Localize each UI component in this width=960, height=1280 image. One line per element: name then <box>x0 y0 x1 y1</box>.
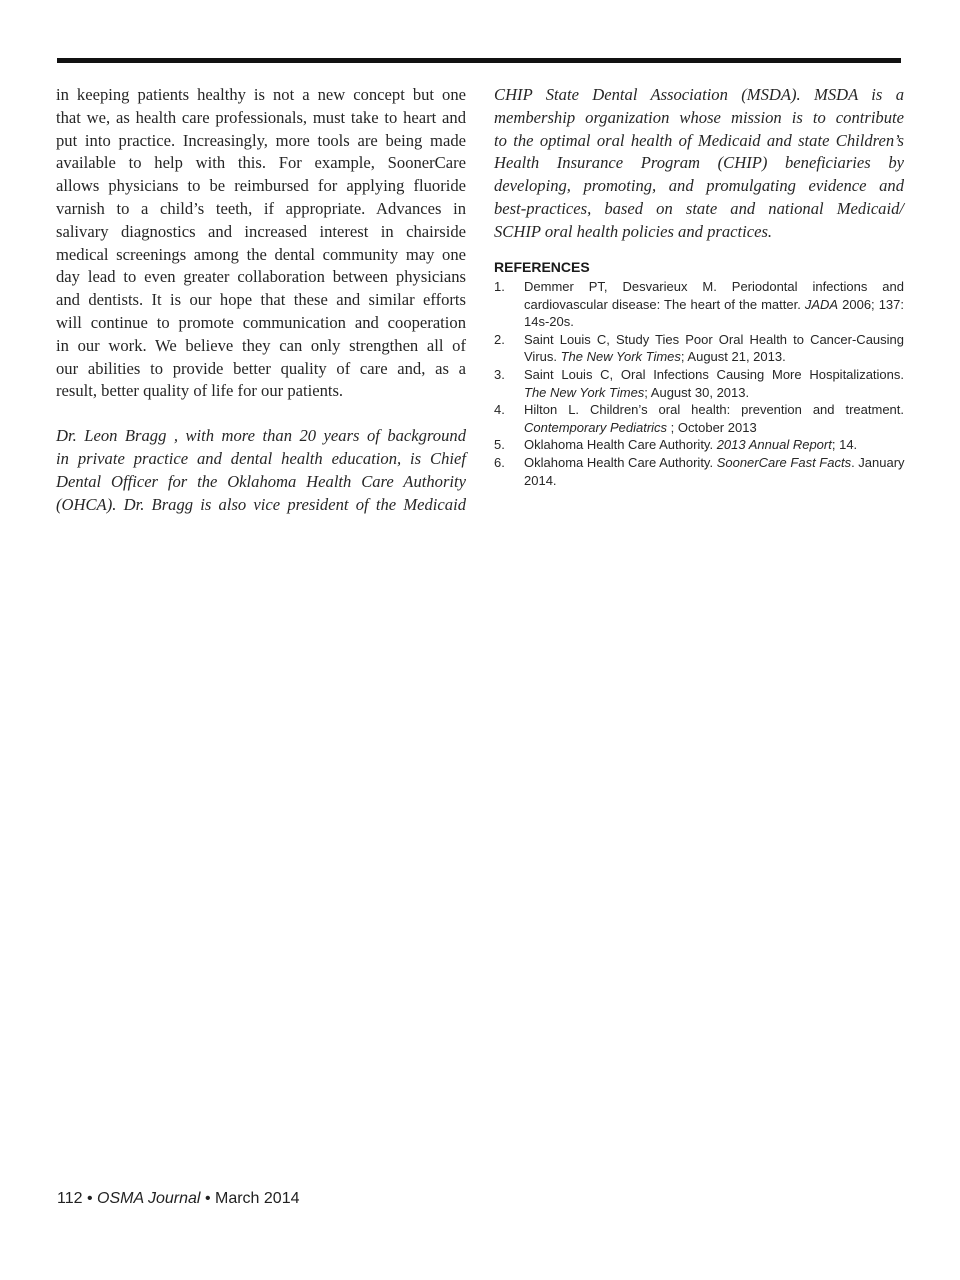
references-heading: REFERENCES <box>494 259 590 275</box>
text-line: that we, as health care professionals, must take to heart and <box>56 107 466 127</box>
bio-line: (OHCA). Dr. Bragg is also vice president of the Medicaid <box>56 494 466 514</box>
reference-line <box>524 296 904 314</box>
reference-text: 2006; 137: <box>838 296 904 312</box>
bio-line: in private practice and dental health education, is Chief <box>56 448 466 468</box>
page-footer <box>57 1190 300 1208</box>
reference-item <box>494 454 904 489</box>
reference-line: 14s-20s. <box>524 314 574 330</box>
right-column <box>494 84 904 504</box>
reference-line <box>524 348 904 366</box>
bio-line: to the optimal oral health of Medicaid and state Children’s <box>494 130 904 150</box>
reference-line: Saint Louis C, Study Ties Poor Oral Health to Cancer-Causing <box>524 331 904 347</box>
reference-line: Saint Louis C, Oral Infections Causing More Hospitalizations. <box>524 366 904 382</box>
text-line: our abilities to provide better quality of care and, as a <box>56 358 466 378</box>
issue-date: March 2014 <box>215 1190 300 1207</box>
text-line: allows physicians to be reimbursed for applying fluoride <box>56 176 466 196</box>
reference-line <box>524 384 904 402</box>
reference-number: 6. <box>494 454 505 470</box>
reference-line <box>524 454 904 472</box>
reference-item <box>494 401 904 436</box>
reference-line <box>524 436 904 454</box>
bio-line: developing, promoting, and promulgating evidence and <box>494 176 904 196</box>
bio-line: Dental Officer for the Oklahoma Health Care Authority <box>56 471 466 491</box>
reference-text: ; August 21, 2013. <box>680 349 786 365</box>
text-line: result, better quality of life for our patients. <box>56 381 344 401</box>
reference-number: 3. <box>494 366 505 382</box>
bio-line: SCHIP oral health policies and practices. <box>494 221 773 241</box>
reference-number: 1. <box>494 279 505 294</box>
text-line: salivary diagnostics and increased interest in chairside <box>56 221 466 241</box>
reference-text: Oklahoma Health Care Authority. <box>524 437 717 453</box>
journal-name: OSMA Journal <box>97 1190 201 1207</box>
reference-journal: The New York Times <box>560 349 681 365</box>
reference-item <box>494 331 904 366</box>
reference-number: 4. <box>494 402 505 418</box>
page-number: 112 <box>57 1190 83 1207</box>
text-line: will continue to promote communication and cooperation <box>56 312 466 332</box>
reference-text: Oklahoma Health Care Authority. <box>524 454 717 470</box>
text-line: in our work. We believe they can only strengthen all of <box>56 335 466 355</box>
text-line: available to help with this. For example, SoonerCare <box>56 153 466 173</box>
reference-text: cardiovascular disease: The heart of the matter. <box>524 296 805 312</box>
reference-text: ; August 30, 2013. <box>644 384 750 400</box>
reference-journal: SoonerCare Fast Facts <box>716 454 852 470</box>
bio-line: Dr. Leon Bragg , with more than 20 years of background <box>56 426 466 446</box>
top-rule <box>57 58 901 63</box>
text-line: in keeping patients healthy is not a new concept but one <box>56 85 466 104</box>
reference-item <box>494 366 904 401</box>
text-line: medical screenings among the dental community may one <box>56 244 466 264</box>
text-line: put into practice. Increasingly, more tools are being made <box>56 130 466 150</box>
reference-text: . January <box>851 454 905 470</box>
bio-line: Health Insurance Program (CHIP) beneficiaries by <box>494 153 904 173</box>
bio-line: membership organization whose mission is to contribute <box>494 107 904 127</box>
text-line: day lead to even greater collaboration between physicians <box>56 267 466 287</box>
reference-item <box>494 436 904 454</box>
author-bio-continued <box>494 84 904 244</box>
reference-journal: 2013 Annual Report <box>716 437 832 453</box>
bio-line: best-practices, based on state and national Medicaid/ <box>494 198 904 218</box>
reference-journal: JADA <box>804 296 839 312</box>
reference-line: 2014. <box>524 472 557 488</box>
text-line: varnish to a child’s teeth, if appropriate. Advances in <box>56 198 466 218</box>
reference-item <box>494 278 904 331</box>
reference-number: 2. <box>494 331 505 347</box>
author-bio <box>56 425 466 516</box>
left-column <box>56 84 466 516</box>
bullet-separator: • <box>204 1190 211 1207</box>
reference-line: Demmer PT, Desvarieux M. Periodontal infections and <box>524 279 904 294</box>
reference-journal: The New York Times <box>524 384 645 400</box>
reference-text: ; October 2013 <box>667 419 757 435</box>
reference-number: 5. <box>494 437 505 453</box>
article-paragraph <box>56 84 466 403</box>
reference-text: Virus. <box>524 349 561 365</box>
text-line: and dentists. It is our hope that these and similar efforts <box>56 290 466 310</box>
bullet-separator: • <box>86 1190 93 1207</box>
reference-journal: Contemporary Pediatrics <box>524 419 668 435</box>
references-list <box>494 278 904 489</box>
reference-line: Hilton L. Children’s oral health: prevention and treatment. <box>524 402 904 418</box>
reference-line <box>524 419 904 437</box>
bio-line: CHIP State Dental Association (MSDA). MSDA is a <box>494 85 904 104</box>
reference-text: ; 14. <box>831 437 858 453</box>
